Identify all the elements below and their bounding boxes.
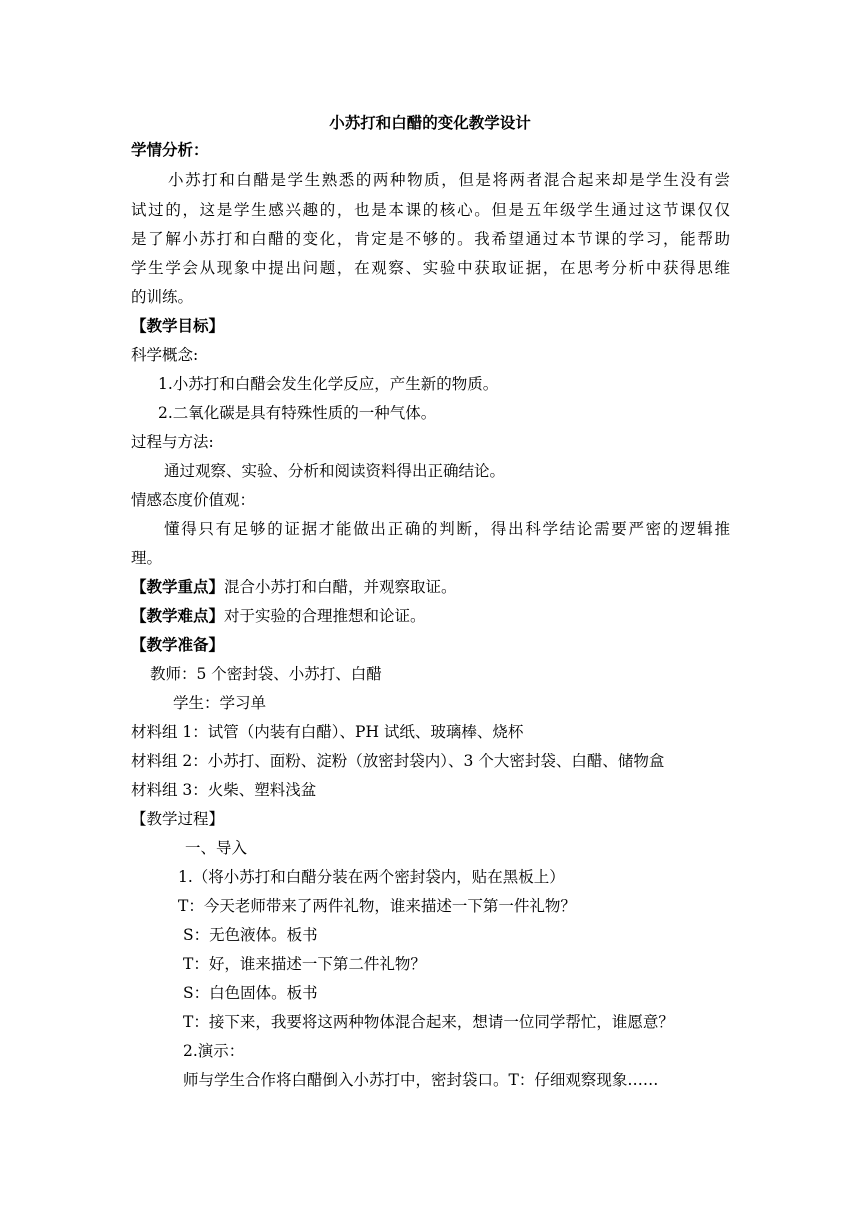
- goals-heading: 【教学目标】: [131, 316, 225, 335]
- material-group-3: 材料组 3：火柴、塑料浅盆: [131, 781, 317, 799]
- difficulty-text: 对于实验的合理推想和论证。: [224, 607, 426, 625]
- dialogue-s2: S：白色固体。板书: [183, 984, 318, 1002]
- science-concept-label: 科学概念:: [131, 346, 199, 364]
- prep-heading: 【教学准备】: [131, 635, 225, 654]
- dialogue-s1: S：无色液体。板书: [183, 926, 318, 944]
- attitude-line-1: 懂得只有足够的证据才能做出正确的判断，得出科学结论需要严密的逻辑推: [164, 520, 730, 538]
- process-method-label: 过程与方法:: [131, 433, 214, 451]
- key-point-label: 【教学重点】: [131, 577, 225, 596]
- analysis-line-5: 的训练。: [131, 288, 194, 306]
- step-1: 1.（将小苏打和白醋分装在两个密封袋内，贴在黑板上）: [178, 868, 565, 886]
- attitude-line-2: 理。: [131, 549, 163, 567]
- analysis-line-3: 是了解小苏打和白醋的变化，肯定是不够的。我希望通过本节课的学习，能帮助: [131, 230, 730, 248]
- intro-heading: 一、导入: [185, 839, 248, 857]
- material-group-2: 材料组 2：小苏打、面粉、淀粉（放密封袋内）、3 个大密封袋、白醋、储物盒: [131, 752, 665, 770]
- attitude-label: 情感态度价值观：: [131, 491, 256, 509]
- concept-item-1: 1.小苏打和白醋会发生化学反应，产生新的物质。: [158, 375, 499, 393]
- step-2: 2.演示：: [183, 1042, 245, 1060]
- key-point-text: 混合小苏打和白醋，并观察取证。: [224, 578, 457, 596]
- difficulty-label: 【教学难点】: [131, 606, 225, 625]
- demo-text: 师与学生合作将白醋倒入小苏打中，密封袋口。T：仔细观察现象……: [183, 1071, 659, 1089]
- document-title: 小苏打和白醋的变化教学设计: [329, 113, 531, 132]
- difficulty-line: [131, 606, 426, 626]
- concept-item-2: 2.二氧化碳是具有特殊性质的一种气体。: [158, 404, 437, 422]
- analysis-line-2: 试过的，这是学生感兴趣的，也是本课的核心。但是五年级学生通过这节课仅仅: [131, 201, 730, 219]
- analysis-heading: 学情分析：: [131, 140, 209, 159]
- process-method-text: 通过观察、实验、分析和阅读资料得出正确结论。: [164, 462, 506, 480]
- process-heading: 【教学过程】: [131, 810, 225, 828]
- prep-teacher: 教师：5 个密封袋、小苏打、白醋: [150, 665, 382, 683]
- key-point-line: [131, 577, 457, 597]
- analysis-line-1: 小苏打和白醋是学生熟悉的两种物质，但是将两者混合起来却是学生没有尝: [168, 171, 730, 189]
- dialogue-t3: T：接下来，我要将这两种物体混合起来，想请一位同学帮忙，谁愿意？: [183, 1013, 674, 1031]
- analysis-line-4: 学生学会从现象中提出问题，在观察、实验中获取证据，在思考分析中获得思维: [131, 259, 730, 277]
- material-group-1: 材料组 1：试管（内装有白醋）、PH 试纸、玻璃棒、烧杯: [131, 723, 524, 741]
- dialogue-t1: T：今天老师带来了两件礼物，谁来描述一下第一件礼物？: [178, 897, 576, 915]
- dialogue-t2: T：好，谁来描述一下第二件礼物？: [183, 955, 426, 973]
- prep-student: 学生：学习单: [173, 694, 267, 712]
